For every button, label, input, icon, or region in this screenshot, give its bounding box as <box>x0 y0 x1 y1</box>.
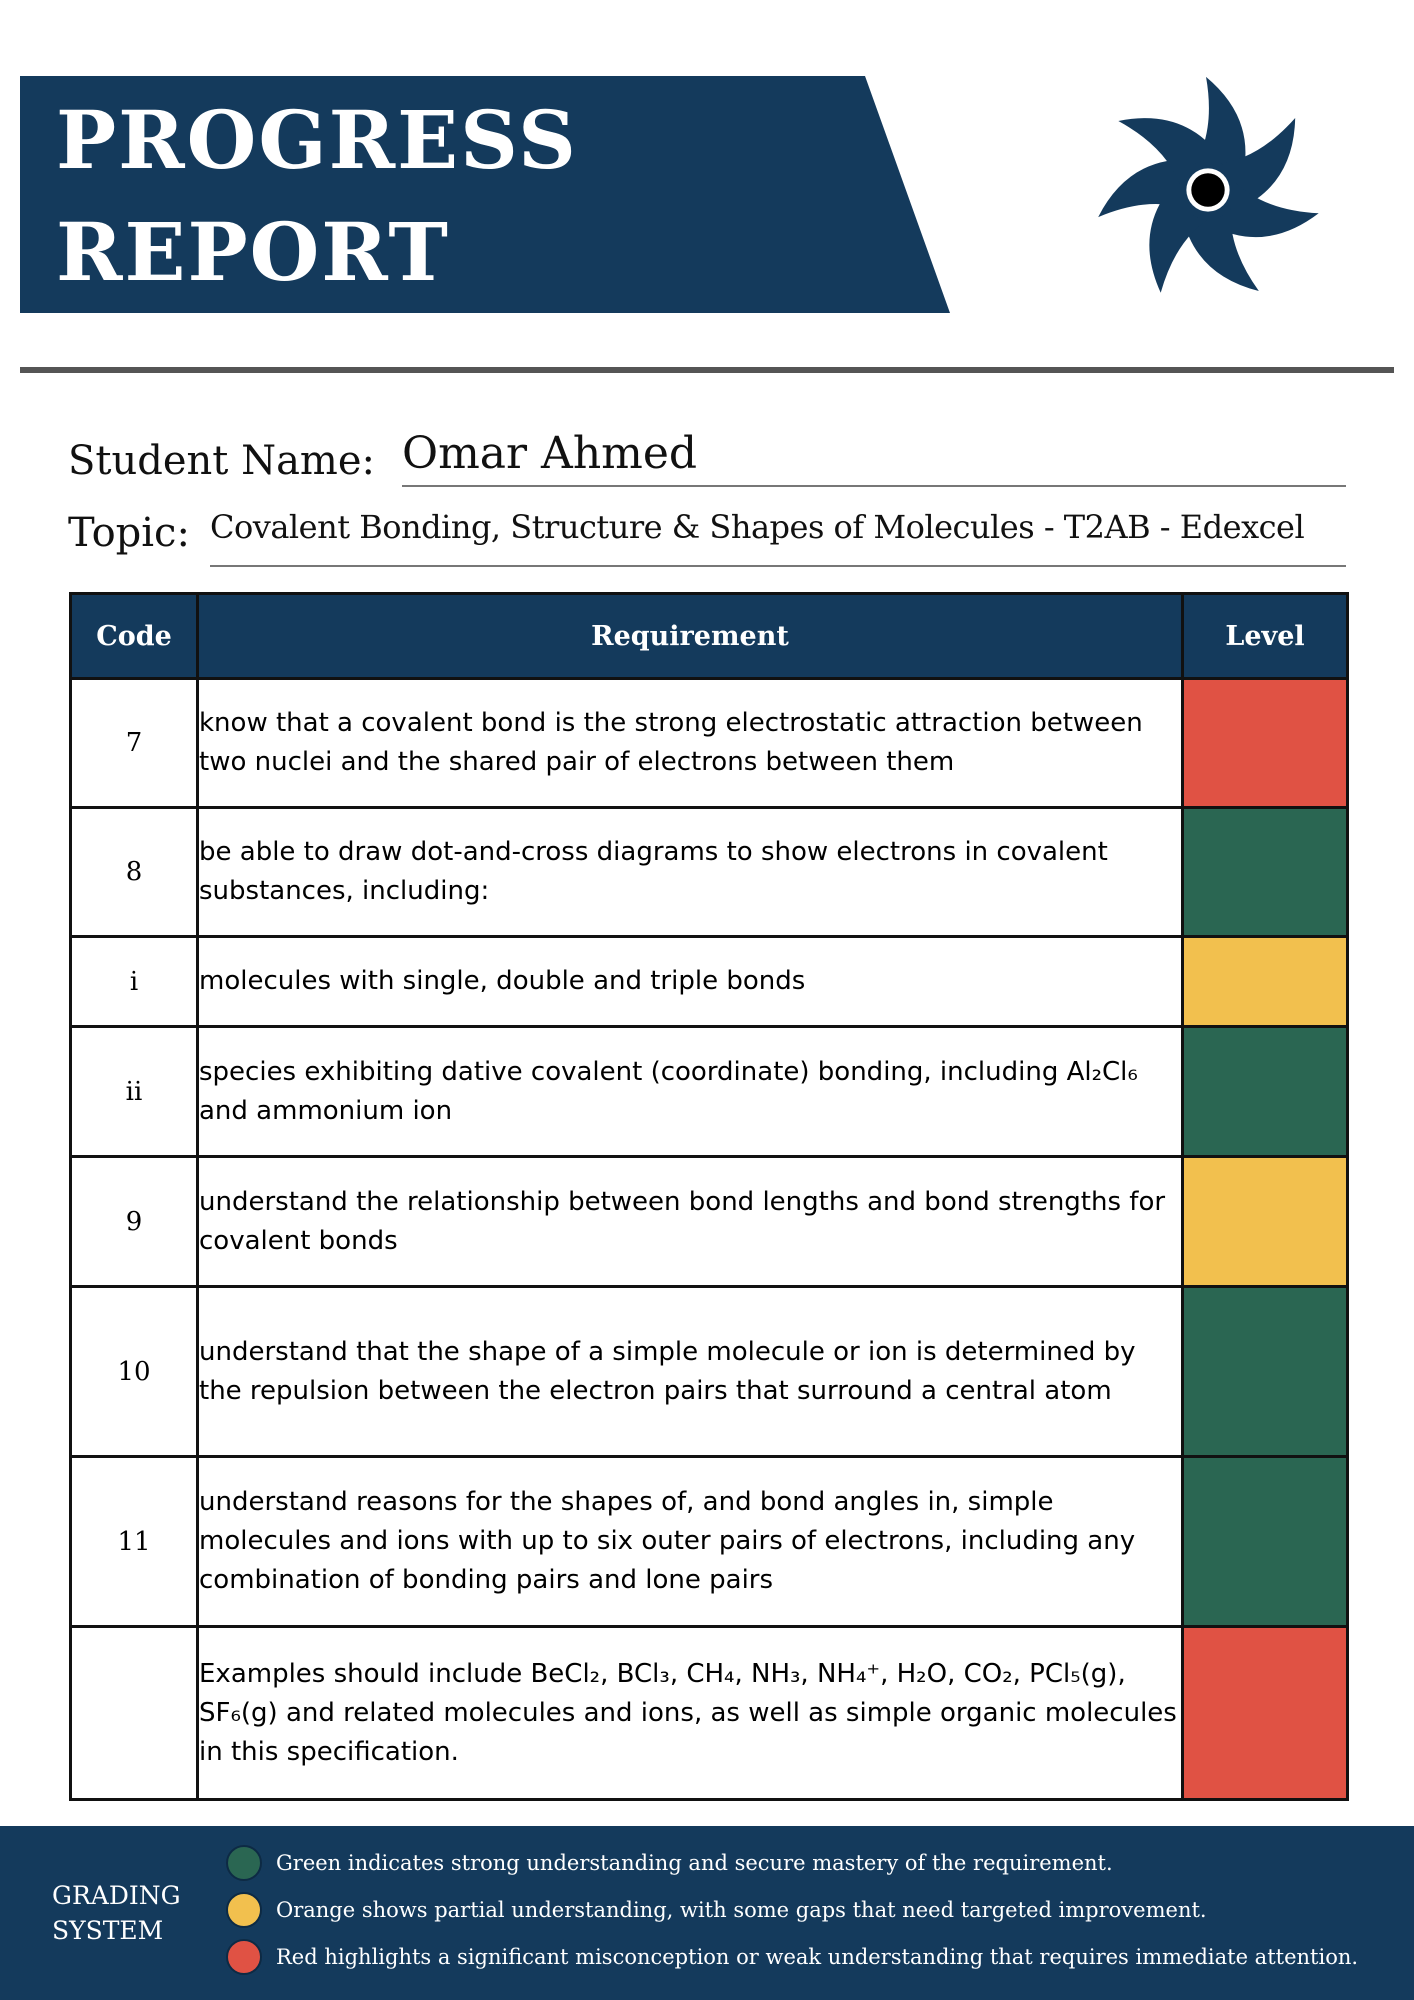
level-indicator-green <box>1183 1287 1348 1457</box>
legend-item-green <box>226 1845 1113 1881</box>
level-indicator-orange <box>1183 1157 1348 1287</box>
legend-text-orange: Orange shows partial understanding, with some gaps that need targeted improvement. <box>276 1898 1207 1922</box>
row-requirement: Examples should include BeCl₂, BCl₃, CH₄, NH₃, NH₄⁺, H₂O, CO₂, PCl₅(g), SF₆(g) and related molecules and ions, as well as simple organic molecules in this specification. <box>198 1627 1183 1800</box>
pinwheel-logo-icon <box>1090 72 1326 308</box>
row-requirement: understand the relationship between bond lengths and bond strengths for covalent bonds <box>198 1157 1183 1287</box>
row-code: 7 <box>71 679 198 808</box>
table-row <box>71 808 1348 937</box>
level-indicator-red <box>1183 1627 1348 1800</box>
table-header-row <box>71 594 1348 679</box>
table-row <box>71 1157 1348 1287</box>
legend-text-green: Green indicates strong understanding and secure mastery of the requirement. <box>276 1851 1113 1875</box>
green-dot-icon <box>226 1845 262 1881</box>
topic-value: Covalent Bonding, Structure & Shapes of Molecules - T2AB - Edexcel <box>210 508 1305 546</box>
row-requirement: molecules with single, double and triple bonds <box>198 937 1183 1027</box>
level-indicator-green <box>1183 1027 1348 1157</box>
table-row <box>71 1457 1348 1627</box>
row-requirement: species exhibiting dative covalent (coordinate) bonding, including Al₂Cl₆ and ammonium ion <box>198 1027 1183 1157</box>
level-indicator-red <box>1183 679 1348 808</box>
row-requirement: be able to draw dot-and-cross diagrams to show electrons in covalent substances, including: <box>198 808 1183 937</box>
topic-label: Topic: <box>68 510 190 556</box>
row-code: 11 <box>71 1457 198 1627</box>
requirements-table <box>69 592 1349 1801</box>
column-header-requirement: Requirement <box>198 594 1183 679</box>
table-row <box>71 1287 1348 1457</box>
row-code: 10 <box>71 1287 198 1457</box>
row-code <box>71 1627 198 1800</box>
row-code: 9 <box>71 1157 198 1287</box>
header-divider <box>20 367 1394 373</box>
red-dot-icon <box>226 1939 262 1975</box>
student-name-value: Omar Ahmed <box>402 428 698 479</box>
topic-underline <box>210 565 1346 567</box>
student-name-label: Student Name: <box>68 438 375 484</box>
column-header-code: Code <box>71 594 198 679</box>
legend-item-orange <box>226 1892 1207 1928</box>
page-title <box>56 84 756 308</box>
row-code: i <box>71 937 198 1027</box>
row-requirement: understand reasons for the shapes of, and bond angles in, simple molecules and ions with up to six outer pairs of electrons, including any combination of bonding pairs and lone pairs <box>198 1457 1183 1627</box>
table-row <box>71 937 1348 1027</box>
student-name-underline <box>402 485 1346 487</box>
table-row <box>71 1627 1348 1800</box>
row-requirement: know that a covalent bond is the strong electrostatic attraction between two nuclei and the shared pair of electrons between them <box>198 679 1183 808</box>
row-requirement: understand that the shape of a simple molecule or ion is determined by the repulsion between the electron pairs that surround a central atom <box>198 1287 1183 1457</box>
legend-item-red <box>226 1939 1358 1975</box>
row-code: ii <box>71 1027 198 1157</box>
title-line-2: REPORT <box>56 205 450 299</box>
column-header-level: Level <box>1183 594 1348 679</box>
level-indicator-green <box>1183 808 1348 937</box>
level-indicator-orange <box>1183 937 1348 1027</box>
grading-system-label: GRADING SYSTEM <box>52 1881 181 1945</box>
level-indicator-green <box>1183 1457 1348 1627</box>
title-line-1: PROGRESS <box>56 93 578 187</box>
legend-text-red: Red highlights a significant misconception or weak understanding that requires immediate attention. <box>276 1945 1359 1969</box>
table-row <box>71 679 1348 808</box>
table-row <box>71 1027 1348 1157</box>
row-code: 8 <box>71 808 198 937</box>
orange-dot-icon <box>226 1892 262 1928</box>
